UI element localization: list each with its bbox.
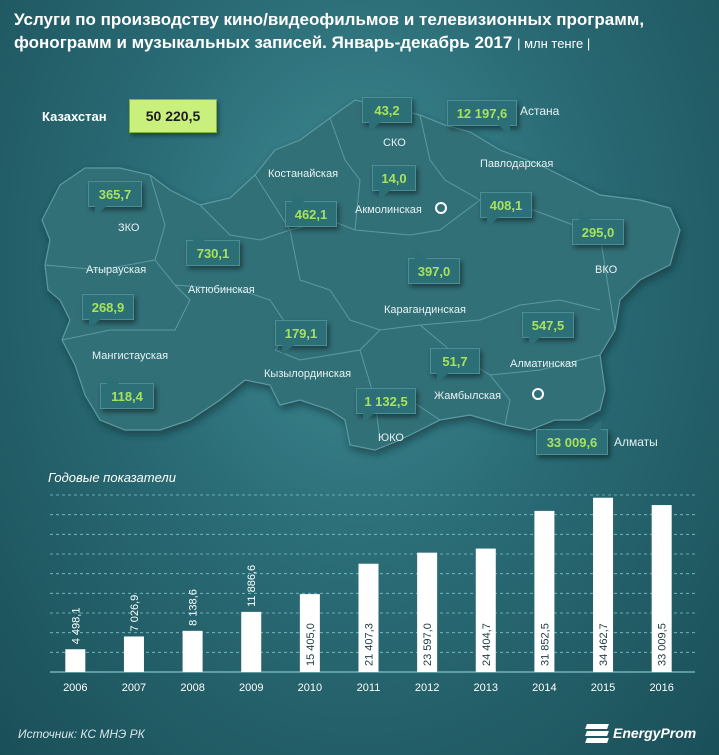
x-tick-label: 2008 <box>180 682 205 694</box>
callout-vko: 295,0 <box>572 219 624 245</box>
bar-value-label: 7 026,9 <box>128 594 141 632</box>
bar-value-label: 33 009,5 <box>656 623 669 666</box>
city-label-almaty: Алматы <box>614 435 658 449</box>
callout-kostanay: 462,1 <box>285 201 337 227</box>
callout-zko: 365,7 <box>88 181 142 207</box>
x-tick-label: 2013 <box>473 682 499 694</box>
region-label-vko: ВКО <box>595 264 618 276</box>
callout-karaganda: 397,0 <box>408 258 460 284</box>
region-label-almaty-obl: Алматинская <box>510 358 578 370</box>
bar-value-label: 23 597,0 <box>422 623 435 666</box>
bar-2008 <box>183 631 203 672</box>
region-label-kostanay: Костанайская <box>268 168 339 180</box>
region-label-mangistau: Мангистауская <box>92 350 169 362</box>
x-tick-label: 2014 <box>532 682 557 694</box>
region-label-zko: ЗКО <box>118 222 140 234</box>
callout-aktobe: 730,1 <box>186 240 240 266</box>
bar-value-label: 11 886,6 <box>246 564 259 607</box>
callout-sko: 43,2 <box>362 97 412 123</box>
callout-astana: 12 197,6 <box>447 100 517 126</box>
bar-2007 <box>124 636 144 672</box>
callout-atyrau: 268,9 <box>82 294 134 320</box>
country-total-value: 50 220,5 <box>129 99 217 133</box>
bar-value-label: 24 404,7 <box>480 623 493 666</box>
region-label-atyrau: Атырауская <box>86 264 147 276</box>
bar-value-label: 21 407,3 <box>363 623 376 666</box>
source-note: Источник: КС МНЭ РК <box>18 727 145 741</box>
x-tick-label: 2011 <box>356 682 381 694</box>
title-text: Услуги по производству кино/видеофильмов и телевизионных программ, фонограмм и музыкальных записей. Январь-декабрь 2017 <box>14 10 645 52</box>
callout-almaty-obl: 547,5 <box>522 312 574 338</box>
bar-2009 <box>241 612 261 672</box>
callout-pavlodar: 408,1 <box>480 192 532 218</box>
region-label-aktobe: Актюбинская <box>188 284 255 296</box>
x-tick-label: 2016 <box>649 682 674 694</box>
region-label-kyzylorda: Кызылординская <box>264 368 352 380</box>
region-label-pavlodar: Павлодарская <box>480 158 554 170</box>
energyprom-logo-icon <box>584 722 608 744</box>
brand-name: EnergyProm <box>613 725 697 741</box>
region-label-uko: ЮКО <box>378 432 404 444</box>
x-tick-label: 2006 <box>63 682 88 694</box>
region-label-zhambyl: Жамбылская <box>434 390 502 402</box>
bar-value-label: 15 405,0 <box>304 623 317 666</box>
callout-mangistau: 118,4 <box>100 383 154 409</box>
callout-akmola: 14,0 <box>372 165 416 191</box>
region-label-karaganda: Карагандинская <box>384 304 466 316</box>
country-label: Казахстан <box>42 109 107 124</box>
chart-title: Годовые показатели <box>48 470 176 485</box>
x-tick-label: 2009 <box>238 682 264 694</box>
x-tick-label: 2012 <box>414 682 440 694</box>
unit-label: | млн тенге | <box>517 36 591 51</box>
region-label-sko: СКО <box>383 137 406 149</box>
x-tick-label: 2015 <box>590 682 616 694</box>
region-label-akmola: Акмолинская <box>355 204 422 216</box>
callout-zhambyl: 51,7 <box>430 348 480 374</box>
x-tick-label: 2010 <box>297 682 323 694</box>
energyprom-logo <box>584 719 709 747</box>
callout-kyzylorda: 179,1 <box>275 320 327 346</box>
callout-almaty: 33 009,6 <box>536 429 608 455</box>
bar-2006 <box>65 649 85 672</box>
x-tick-label: 2007 <box>121 682 147 694</box>
bar-value-label: 8 138,6 <box>187 589 200 626</box>
bar-value-label: 34 462,7 <box>598 623 611 666</box>
bar-value-label: 31 852,5 <box>539 623 552 666</box>
callout-uko: 1 132,5 <box>356 388 416 414</box>
bar-value-label: 4 498,1 <box>70 607 83 645</box>
city-label-astana: Астана <box>520 104 560 118</box>
